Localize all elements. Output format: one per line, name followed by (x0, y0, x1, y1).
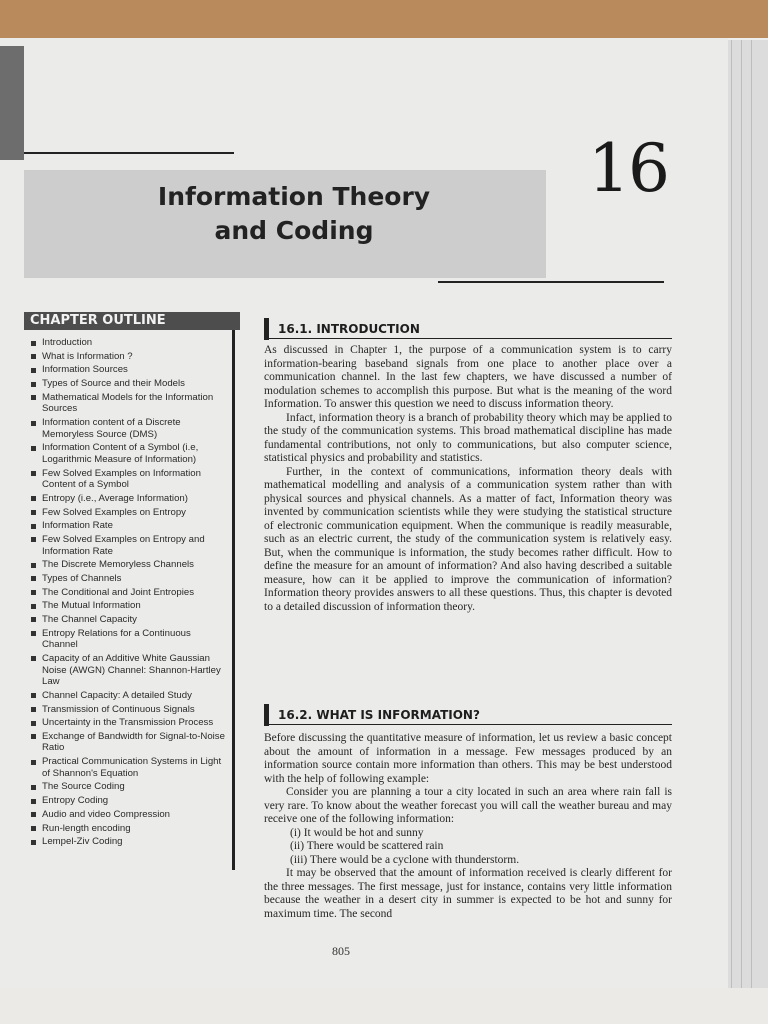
outline-item: Types of Channels (28, 573, 226, 585)
outline-item: Introduction (28, 337, 226, 349)
paragraph: Consider you are planning a tour a city located in such an area where rain fall is very rare. To know about the weather forecast you will call the weather bureau and may receive one of the following information: (264, 786, 672, 825)
outline-item: Channel Capacity: A detailed Study (28, 690, 226, 702)
outline-item: Capacity of an Additive White Gaussian Noise (AWGN) Channel: Shannon-Hartley Law (28, 653, 226, 688)
outline-item: Types of Source and their Models (28, 378, 226, 390)
chapter-title-line1: Information Theory (157, 182, 431, 211)
outline-item: Entropy (i.e., Average Information) (28, 493, 226, 505)
paragraph: As discussed in Chapter 1, the purpose of a communication system is to carry information-bearing baseband signals from one place to another place over a communication channel. In the last few chapters, we have discussed a number of modulation schemes to accomplish this purpose. But what is the meaning of the word Information. To answer this question we need to discuss information theory. (264, 344, 672, 410)
section-bar-icon (264, 318, 269, 340)
outline-item: Few Solved Examples on Entropy (28, 507, 226, 519)
outline-item: The Channel Capacity (28, 614, 226, 626)
outline-item: The Conditional and Joint Entropies (28, 587, 226, 599)
list-item: (ii) There would be scattered rain (290, 840, 444, 852)
page-number: 805 (332, 944, 350, 958)
outline-item: Information content of a Discrete Memoryless Source (DMS) (28, 417, 226, 440)
outline-item: Lempel-Ziv Coding (28, 836, 226, 848)
outline-item: Uncertainty in the Transmission Process (28, 717, 226, 729)
outline-item: Audio and video Compression (28, 809, 226, 821)
outline-item: Entropy Relations for a Continuous Channel (28, 628, 226, 651)
section-introduction-body (264, 344, 672, 614)
chapter-title-line2: and Coding (214, 216, 374, 245)
outline-item: Information Content of a Symbol (i.e, Logarithmic Measure of Information) (28, 442, 226, 465)
outline-divider (232, 330, 235, 870)
outline-item: What is Information ? (28, 351, 226, 363)
outline-item: Mathematical Models for the Information Sources (28, 392, 226, 415)
table-background-bottom (0, 988, 768, 1024)
paragraph: Infact, information theory is a branch of probability theory which may be applied to the study of the communication systems. This broad mathematical discipline has made fundamental contributions, not only to communications, but also computer science, statistical physics and probability and statistics. (264, 411, 672, 464)
paragraph: Further, in the context of communications, information theory deals with mathematical modelling and analysis of a communication system rather than with physical sources and physical channels. As a matter of fact, Information theory was invented by communication scientists while they were studying the statistical structure of electronic communication equipment. When the communique is readily measurable, such as an electric current, the study of the communication system is relatively easy. But, when the communique is information, the study becomes rather difficult. How to define the measure for an amount of information? And also having described a suitable measure, how can it be applied to improve the communication of information? Information theory provides answers to all these questions. Thus, this chapter is devoted to a detailed discussion of information theory. (264, 465, 672, 613)
chapter-title (144, 180, 444, 248)
outline-item: The Mutual Information (28, 600, 226, 612)
chapter-number: 16 (588, 130, 668, 207)
chapter-outline-list (28, 337, 226, 850)
list-item: (iii) There would be a cyclone with thunderstorm. (290, 853, 520, 866)
outline-item: Run-length encoding (28, 823, 226, 835)
section-heading-what-is-information (264, 704, 672, 725)
section-bar-icon (264, 704, 269, 726)
outline-item: Entropy Coding (28, 795, 226, 807)
outline-item: The Discrete Memoryless Channels (28, 559, 226, 571)
outline-item: Information Sources (28, 364, 226, 376)
section-what-is-information-body (264, 732, 672, 921)
outline-item: Transmission of Continuous Signals (28, 704, 226, 716)
section-heading-text: 16.1. INTRODUCTION (278, 322, 420, 336)
section-heading-text: 16.2. WHAT IS INFORMATION? (278, 708, 480, 722)
page-spine-shadow (0, 46, 24, 160)
outline-item: Few Solved Examples on Entropy and Information Rate (28, 534, 226, 557)
header-rule (24, 152, 234, 154)
outline-item: Exchange of Bandwidth for Signal-to-Noise Ratio (28, 731, 226, 754)
section-heading-introduction (264, 318, 672, 339)
outline-item: Practical Communication Systems in Light of Shannon's Equation (28, 756, 226, 779)
paragraph: It may be observed that the amount of information received is clearly different for the three messages. The first message, just for instance, contains very little information because the weather in a desert city in summer is expected to be hot and sunny for maximum time. The second (264, 867, 672, 920)
chapter-outline-heading: CHAPTER OUTLINE (24, 312, 240, 330)
paragraph: Before discussing the quantitative measure of information, let us review a basic concept about the amount of information in a message. Few messages produced by an information source contain more information than others. This may be best understood with the help of following example: (264, 732, 672, 785)
outline-item: Information Rate (28, 520, 226, 532)
outline-item: The Source Coding (28, 781, 226, 793)
outline-item: Few Solved Examples on Information Content of a Symbol (28, 468, 226, 491)
table-background-top (0, 0, 768, 38)
list-item: (i) It would be hot and sunny (290, 826, 424, 839)
title-rule (438, 281, 664, 283)
